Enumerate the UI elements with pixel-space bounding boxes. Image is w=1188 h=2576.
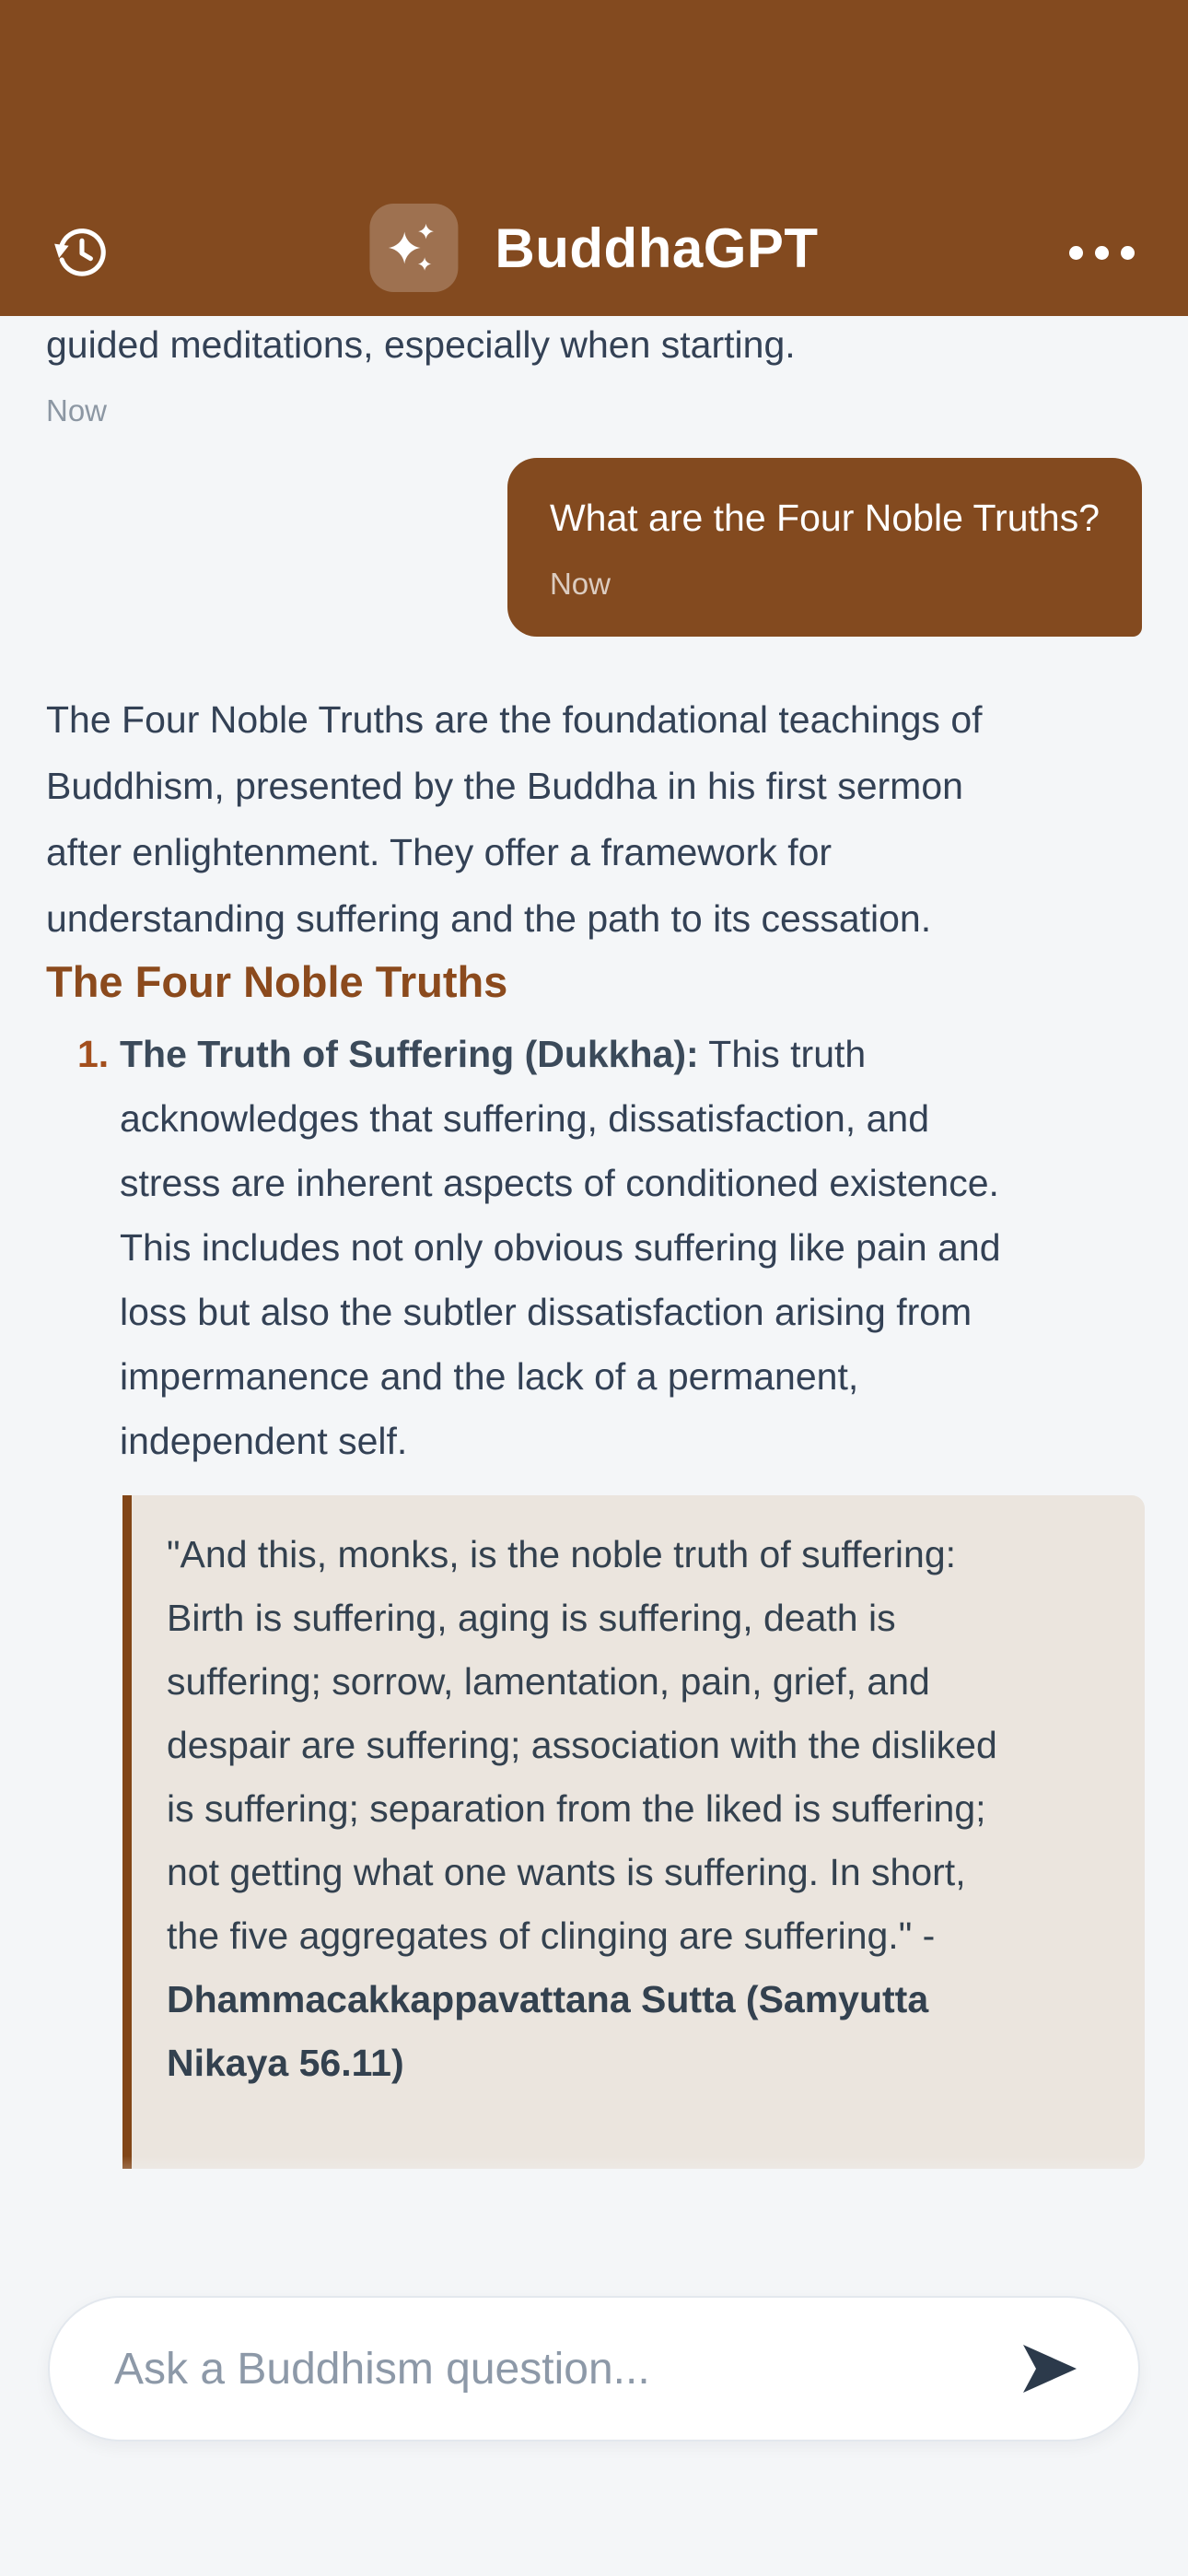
user-message-bubble — [507, 458, 1142, 637]
quote-body: "And this, monks, is the noble truth of suffering: Birth is suffering, aging is suffering, death is suffering; sorrow, lamentation, pain, grief, and despair are suffering; association with the disliked is suffering; separation from the liked is suffering; not getting what one wants is suffering. In short, the five aggregates of clinging are suffering." - — [167, 1533, 997, 1957]
question-input-pill — [48, 2296, 1140, 2441]
quote-text — [167, 1523, 1014, 2095]
user-message-timestamp: Now — [549, 567, 611, 601]
sutta-blockquote — [122, 1495, 1145, 2169]
menu-button[interactable] — [1069, 228, 1135, 278]
message-timestamp: Now — [46, 393, 108, 427]
user-message-row — [46, 458, 1142, 637]
history-button[interactable] — [53, 224, 111, 281]
assistant-intro-paragraph: The Four Noble Truths are the foundational teachings of Buddhism, presented by the Buddha in his first sermon after enlightenment. They offer a framework for understanding suffering and the path to its cessation. — [46, 698, 983, 940]
list-item-text — [120, 1022, 1022, 1473]
list-item-number: 1. — [77, 1033, 110, 1075]
list-item-bold-label: The Truth of Suffering (Dukkha): — [120, 1033, 699, 1075]
header-row — [0, 217, 1188, 316]
assistant-message-tail: guided meditations, especially when starting. — [46, 323, 796, 366]
chat-scroll-area[interactable] — [0, 316, 1188, 2230]
ellipsis-icon — [1069, 228, 1135, 278]
truths-list — [46, 1022, 1142, 1473]
send-icon — [1020, 2342, 1079, 2395]
history-icon — [53, 224, 111, 281]
user-message-text: What are the Four Noble Truths? — [549, 497, 1100, 539]
question-input[interactable] — [114, 2344, 1011, 2395]
brand — [369, 204, 818, 292]
assistant-message — [46, 686, 1142, 2169]
list-item-body-text: This truth acknowledges that suffering, dissatisfaction, and stress are inherent aspects of conditioned existence. This includes not only obvious suffering like pain and loss but also the subtler dissatisfaction arising from impermanence and the lack of a permanent, independent self. — [120, 1033, 1001, 1462]
send-button[interactable] — [1011, 2333, 1089, 2405]
app-title: BuddhaGPT — [495, 217, 819, 279]
section-heading: The Four Noble Truths — [46, 957, 508, 1006]
quote-attribution: Dhammacakkappavattana Sutta (Samyutta Nikaya 56.11) — [167, 1978, 929, 2084]
app-header — [0, 0, 1188, 316]
list-item — [77, 1022, 1142, 1473]
sparkles-icon — [369, 204, 458, 292]
composer-bar — [0, 2230, 1188, 2576]
